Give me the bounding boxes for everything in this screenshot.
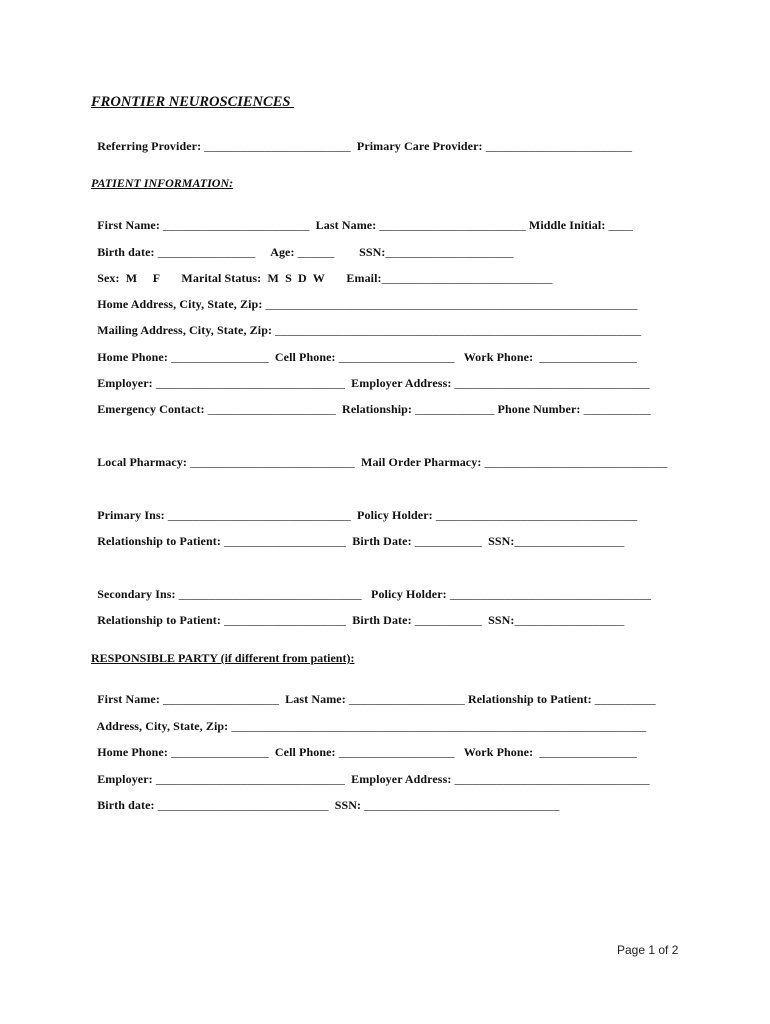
- secondary-ins-label: Secondary Ins:: [97, 587, 176, 601]
- home-address-label: Home Address, City, State, Zip:: [97, 297, 263, 311]
- rp-names-row: [91, 677, 656, 707]
- policy-holder-field[interactable]: _________________________________: [446, 587, 652, 601]
- policy-holder-field[interactable]: _________________________________: [432, 508, 638, 522]
- emergency-contact-label: Emergency Contact:: [97, 402, 205, 416]
- ssn-label: SSN:: [484, 534, 515, 548]
- email-label: Email:: [327, 271, 382, 285]
- first-name-label: First Name:: [97, 218, 160, 232]
- pharmacy-row: [91, 440, 668, 470]
- employer-address-label: Employer Address:: [348, 772, 452, 786]
- primary-care-provider-label: Primary Care Provider:: [353, 139, 483, 153]
- first-name-label: First Name:: [97, 692, 160, 706]
- mailing-address-row: [91, 308, 641, 338]
- emergency-row: [91, 387, 651, 417]
- policy-holder-label: Policy Holder:: [364, 587, 447, 601]
- birth-date-label: Birth date:: [97, 798, 155, 812]
- primary-ins-label: Primary Ins:: [97, 508, 165, 522]
- home-phone-label: Home Phone:: [97, 350, 168, 364]
- primary-care-provider-field[interactable]: ________________________: [482, 139, 633, 153]
- rp-birth-row: [91, 783, 559, 813]
- cell-phone-label: Cell Phone:: [271, 745, 336, 759]
- rp-phones-row: [91, 730, 637, 760]
- birth-date-field[interactable]: ___________: [411, 613, 485, 627]
- referring-row: [91, 124, 632, 154]
- age-field[interactable]: ______: [294, 245, 338, 259]
- home-phone-field[interactable]: ________________: [167, 350, 272, 364]
- relationship-to-patient-label: Relationship to Patient:: [97, 534, 221, 548]
- sex-options[interactable]: Sex: M F: [97, 271, 160, 285]
- mail-order-pharmacy-label: Mail Order Pharmacy:: [357, 455, 482, 469]
- relationship-field[interactable]: _____________: [412, 402, 498, 416]
- patient-names-row: [91, 203, 633, 233]
- primary-relationship-row: [91, 519, 624, 549]
- employer-label: Employer:: [97, 376, 153, 390]
- address-field[interactable]: ____________________________________________________________________: [228, 719, 647, 733]
- cell-phone-field[interactable]: ___________________: [335, 745, 458, 759]
- middle-initial-label: Middle Initial:: [525, 218, 606, 232]
- work-phone-label: Work Phone:: [457, 745, 534, 759]
- ssn-label: SSN:: [337, 245, 386, 259]
- email-field[interactable]: ____________________________: [381, 271, 553, 285]
- relationship-to-patient-field[interactable]: ____________________: [220, 534, 350, 548]
- employer-field[interactable]: _______________________________: [152, 376, 349, 390]
- secondary-ins-field[interactable]: ______________________________: [175, 587, 365, 601]
- birth-date-label: Birth Date:: [349, 534, 412, 548]
- ssn-field[interactable]: ________________________________: [361, 798, 560, 812]
- work-phone-field[interactable]: ________________: [533, 350, 637, 364]
- employer-field[interactable]: _______________________________: [152, 772, 349, 786]
- secondary-relationship-row: [91, 598, 624, 628]
- mailing-address-field[interactable]: ____________________________________________________________: [272, 323, 642, 337]
- birth-date-field[interactable]: ____________________________: [154, 798, 332, 812]
- emergency-contact-field[interactable]: _____________________: [204, 402, 339, 416]
- relationship-to-patient-label: Relationship to Patient:: [97, 613, 221, 627]
- referring-provider-label: Referring Provider:: [97, 139, 202, 153]
- first-name-field[interactable]: ___________________: [159, 692, 283, 706]
- relationship-to-patient-field[interactable]: __________: [591, 692, 656, 706]
- ssn-label: SSN:: [484, 613, 515, 627]
- primary-ins-field[interactable]: ______________________________: [164, 508, 354, 522]
- work-phone-field[interactable]: ________________: [533, 745, 637, 759]
- page-number: Page 1 of 2: [617, 943, 679, 957]
- cell-phone-field[interactable]: ___________________: [335, 350, 458, 364]
- responsible-party-heading: RESPONSIBLE PARTY (if different from patient):: [91, 651, 355, 665]
- home-phone-label: Home Phone:: [97, 745, 168, 759]
- last-name-label: Last Name:: [282, 692, 346, 706]
- local-pharmacy-label: Local Pharmacy:: [97, 455, 188, 469]
- ssn-field[interactable]: __________________: [514, 534, 625, 548]
- ssn-label: SSN:: [331, 798, 362, 812]
- employer-address-field[interactable]: ________________________________: [451, 772, 650, 786]
- policy-holder-label: Policy Holder:: [353, 508, 433, 522]
- local-pharmacy-field[interactable]: ___________________________: [187, 455, 358, 469]
- home-phone-field[interactable]: ________________: [167, 745, 272, 759]
- employer-address-label: Employer Address:: [348, 376, 452, 390]
- home-address-field[interactable]: _____________________________________________________________: [262, 297, 638, 311]
- marital-status-options[interactable]: Marital Status: M S D W: [159, 271, 328, 285]
- first-name-field[interactable]: ________________________: [159, 218, 313, 232]
- ssn-field[interactable]: __________________: [514, 613, 625, 627]
- middle-initial-field[interactable]: ____: [605, 218, 633, 232]
- last-name-field[interactable]: ___________________: [345, 692, 468, 706]
- ssn-field[interactable]: _____________________: [385, 245, 514, 259]
- mailing-address-label: Mailing Address, City, State, Zip:: [97, 323, 273, 337]
- mail-order-pharmacy-field[interactable]: ______________________________: [481, 455, 668, 469]
- birth-date-label: Birth Date:: [349, 613, 412, 627]
- relationship-to-patient-label: Relationship to Patient:: [467, 692, 592, 706]
- address-label: Address, City, State, Zip:: [96, 719, 229, 733]
- relationship-label: Relationship:: [338, 402, 413, 416]
- patient-information-heading: PATIENT INFORMATION:: [91, 176, 234, 190]
- birth-date-label: Birth date:: [97, 245, 155, 259]
- last-name-field[interactable]: ________________________: [376, 218, 526, 232]
- employer-address-field[interactable]: ________________________________: [451, 376, 650, 390]
- birth-date-field[interactable]: ________________: [154, 245, 259, 259]
- age-label: Age:: [258, 245, 295, 259]
- employer-label: Employer:: [97, 772, 153, 786]
- phone-number-field[interactable]: ___________: [580, 402, 651, 416]
- form-title: FRONTIER NEUROSCIENCES: [91, 94, 295, 110]
- cell-phone-label: Cell Phone:: [271, 350, 336, 364]
- phone-number-label: Phone Number:: [497, 402, 581, 416]
- relationship-to-patient-field[interactable]: ____________________: [220, 613, 350, 627]
- last-name-label: Last Name:: [312, 218, 377, 232]
- work-phone-label: Work Phone:: [457, 350, 534, 364]
- birth-date-field[interactable]: ___________: [411, 534, 485, 548]
- referring-provider-field[interactable]: ________________________: [201, 139, 354, 153]
